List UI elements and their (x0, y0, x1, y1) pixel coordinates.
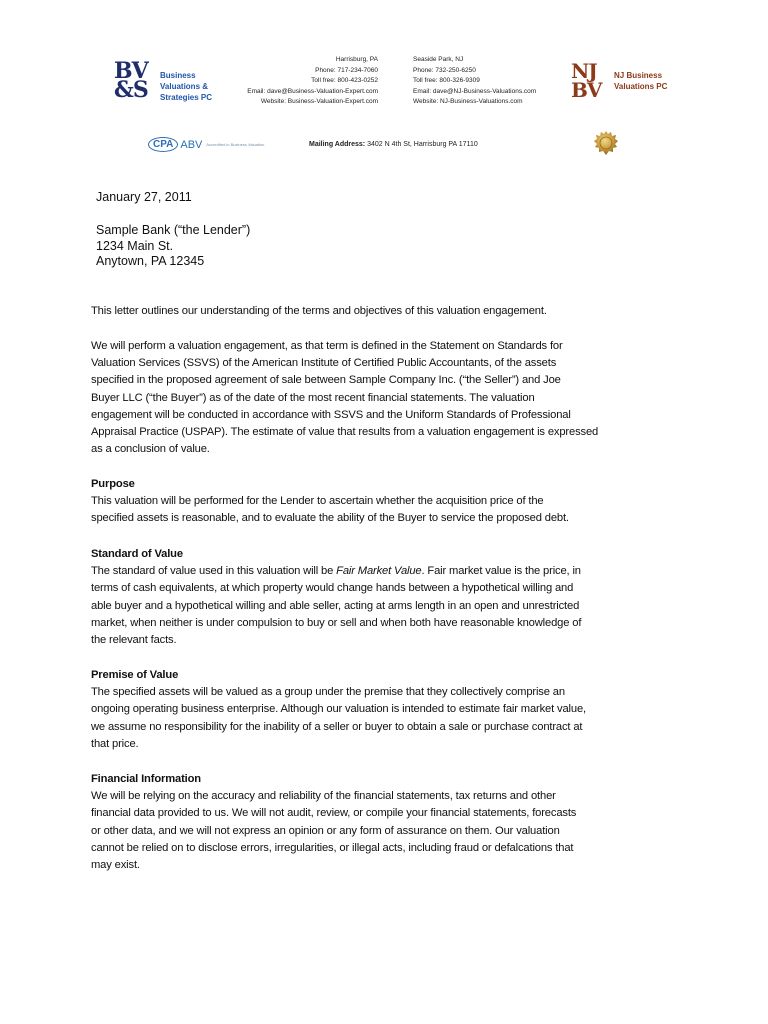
financial-line: We will be relying on the accuracy and reliability of the financial statements, tax returns and other (91, 790, 556, 803)
financial-line: financial data provided to us. We will not audit, review, or compile your financial statements, forecasts (91, 807, 577, 820)
financial-information-section (91, 771, 691, 874)
letter-date: January 27, 2011 (96, 190, 192, 204)
office-email: Email: dave@Business-Valuation-Expert.com (247, 87, 378, 95)
bvs-logo-mark-line1: BV (114, 58, 148, 84)
office-website: Website: Business-Valuation-Expert.com (260, 98, 378, 105)
office-location: Seaside Park, NJ (413, 56, 464, 63)
purpose-section (91, 476, 691, 528)
engagement-line: Buyer LLC (“the Buyer”) as of the date of the most recent financial statements. The valuation (91, 391, 535, 404)
office-toll-free: Toll free: 800-326-9309 (413, 77, 480, 84)
engagement-line: specified in the proposed agreement of sale between Sample Company Inc. (“the Seller”) and Joe (91, 374, 561, 387)
office-seaside-contact (413, 55, 536, 108)
engagement-line: engagement will be conducted in accordance with SSVS and the Uniform Standards of Professional (91, 408, 571, 421)
financial-line: may exist. (91, 858, 140, 871)
recipient-line: Sample Bank (“the Lender”) (96, 223, 251, 237)
premise-line: that price. (91, 737, 139, 750)
engagement-line: as a conclusion of value. (91, 443, 210, 456)
cpa-oval: CPA (148, 137, 178, 152)
standard-line (91, 563, 691, 580)
nj-logo (571, 59, 691, 104)
financial-line: cannot be relied on to disclose errors, irregularities, or illegal acts, including fraud or defalcations that (91, 841, 574, 854)
mailing-address (309, 141, 478, 148)
standard-line: able buyer and a hypothetical willing and able seller, acting at arms length in an open and unrestricted (91, 599, 580, 612)
office-toll-free: Toll free: 800-423-0252 (311, 77, 378, 84)
fair-market-value-emphasis: Fair Market Value (336, 565, 422, 578)
purpose-line: specified assets is reasonable, and to evaluate the ability of the Buyer to service the proposed debt. (91, 512, 569, 525)
abv-text: ABV (180, 138, 203, 151)
office-harrisburg-contact (247, 55, 378, 108)
mailing-address-value: 3402 N 4th St, Harrisburg PA 17110 (365, 141, 478, 148)
premise-line: ongoing operating business enterprise. Although our valuation is intended to estimate fair market value, (91, 703, 586, 716)
standard-line: the relevant facts. (91, 633, 177, 646)
nj-name-line: NJ Business (614, 71, 663, 80)
engagement-line: Appraisal Practice (USPAP). The estimate of value that results from a valuation engagement is expressed (91, 425, 599, 438)
cpa-tagline: Accredited in Business Valuation (206, 142, 265, 148)
recipient-address (96, 223, 250, 270)
bvs-logo-mark (114, 58, 148, 103)
bvs-logo-mark-line2: &S (114, 77, 148, 103)
standard-line-pre: The standard of value used in this valuation will be (91, 565, 337, 578)
purpose-line: This valuation will be performed for the Lender to ascertain whether the acquisition price of the (91, 495, 544, 508)
intro-paragraph (91, 303, 691, 320)
mailing-address-label: Mailing Address: (309, 141, 366, 148)
nj-logo-name (614, 70, 667, 92)
premise-line: The specified assets will be valued as a group under the premise that they collectively comprise an (91, 686, 565, 699)
standard-line: market, when neither is under compulsion to buy or sell and when both have reasonable knowledge of (91, 616, 582, 629)
bvs-logo-name (160, 70, 212, 103)
standard-of-value-section (91, 546, 691, 649)
office-email: Email: dave@NJ-Business-Valuations.com (413, 87, 537, 95)
section-heading-premise-of-value: Premise of Value (91, 669, 179, 681)
section-heading-purpose: Purpose (91, 478, 135, 490)
gold-seal-icon (593, 130, 619, 156)
premise-of-value-section (91, 667, 691, 753)
intro-line: This letter outlines our understanding of the terms and objectives of this valuation engagement. (91, 305, 547, 317)
engagement-line: Valuation Services (SSVS) of the American Institute of Certified Public Accountants, of the assets (91, 357, 557, 370)
recipient-line: 1234 Main St. (96, 238, 174, 253)
nj-logo-mark-line1: NJ (571, 59, 597, 83)
bvs-name-line: Valuations & (160, 82, 209, 91)
office-phone: Phone: 717-234-7060 (315, 66, 378, 74)
premise-line: we assume no responsibility for the inability of a seller or buyer to obtain a sale or purchase contract at (91, 720, 583, 733)
engagement-line: We will perform a valuation engagement, as that term is defined in the Statement on Standards for (91, 340, 563, 352)
engagement-paragraph (91, 338, 691, 458)
section-heading-financial-information: Financial Information (91, 773, 201, 785)
standard-line: terms of cash equivalents, at which property would change hands between a hypothetical willing and (91, 582, 574, 595)
cpa-abv-logo (148, 136, 264, 154)
financial-line: or other data, and we will not express an opinion or any form of assurance on them. Our valuation (91, 824, 560, 837)
bvs-logo (114, 58, 213, 104)
bvs-name-line: Business (160, 71, 196, 80)
office-location: Harrisburg, PA (335, 56, 378, 63)
office-phone: Phone: 732-250-6250 (413, 66, 476, 74)
section-heading-standard-of-value: Standard of Value (91, 548, 183, 560)
recipient-line: Anytown, PA 12345 (96, 254, 205, 268)
nj-name-line: Valuations PC (614, 82, 668, 91)
nj-logo-mark (571, 59, 602, 102)
standard-line-post: . Fair market value is the price, in (421, 565, 581, 578)
office-website: Website: NJ-Business-Valuations.com (413, 98, 523, 105)
bvs-name-line: Strategies PC (160, 93, 213, 102)
nj-logo-mark-line2: BV (571, 78, 602, 102)
